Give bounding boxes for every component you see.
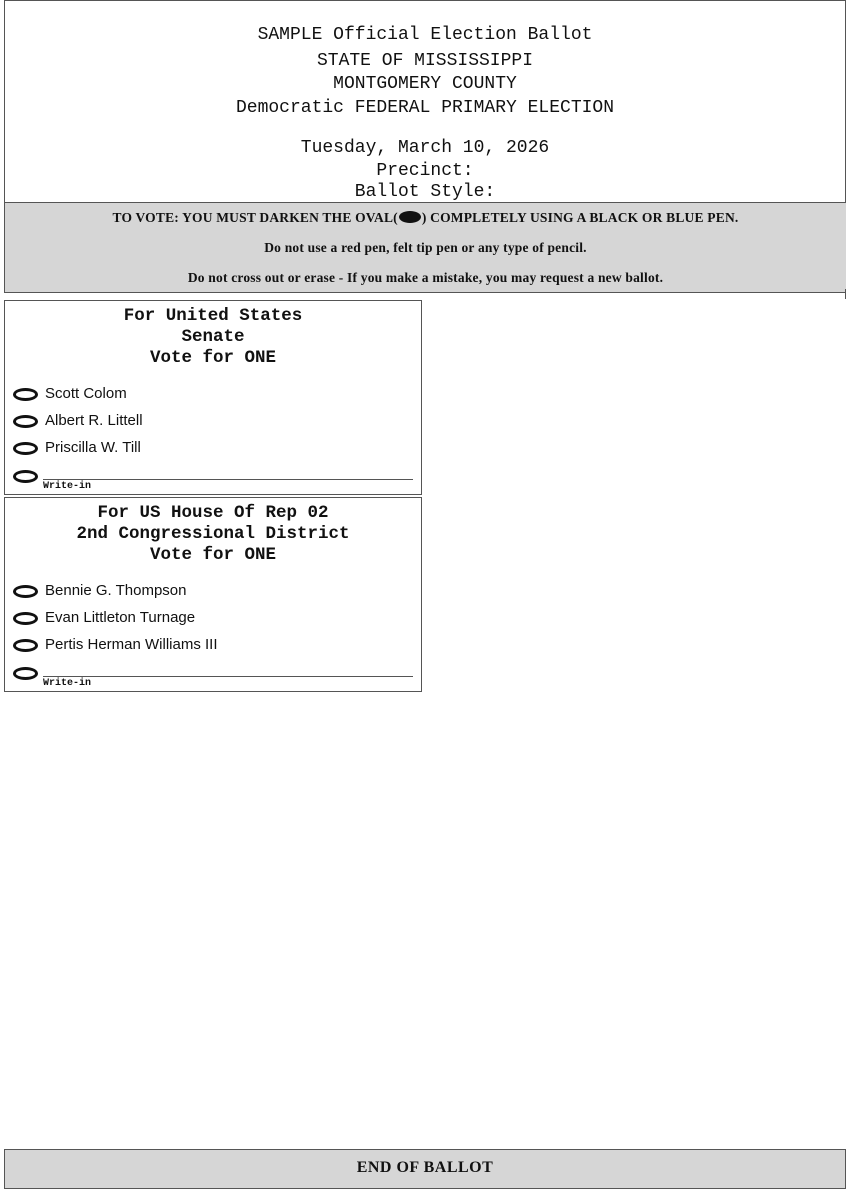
contest-title: For US House Of Rep 02 xyxy=(97,503,329,523)
write-in-label: Write-in xyxy=(43,481,92,492)
vote-oval[interactable] xyxy=(13,667,38,680)
end-of-ballot-bar xyxy=(4,1149,846,1189)
candidate-name: Evan Littleton Turnage xyxy=(45,609,196,626)
contest-title: For United States xyxy=(123,306,303,326)
ballot-title: SAMPLE Official Election Ballot xyxy=(257,25,593,45)
county-name: MONTGOMERY COUNTY xyxy=(333,74,517,94)
write-in-line[interactable] xyxy=(43,479,413,480)
candidate-name: Priscilla W. Till xyxy=(45,439,141,456)
precinct-label: Precinct: xyxy=(376,161,474,181)
vote-oval[interactable] xyxy=(13,612,38,625)
election-date: Tuesday, March 10, 2026 xyxy=(300,138,550,158)
candidate-name: Pertis Herman Williams III xyxy=(45,636,218,653)
contest-us-senate xyxy=(4,300,422,495)
instruction-line-1: TO VOTE: YOU MUST DARKEN THE OVAL( ) COMPLETELY USING A BLACK OR BLUE PEN. xyxy=(112,210,739,225)
contest-us-house xyxy=(4,497,422,692)
filled-oval-icon xyxy=(399,211,421,223)
contest-subtitle: 2nd Congressional District xyxy=(76,524,350,544)
vote-oval[interactable] xyxy=(13,470,38,483)
end-of-ballot-text: END OF BALLOT xyxy=(356,1159,494,1176)
election-name: Democratic FEDERAL PRIMARY ELECTION xyxy=(235,98,615,118)
candidate-name: Scott Colom xyxy=(45,385,127,402)
instruction-line-3: Do not cross out or erase - If you make a mistake, you may request a new ballot. xyxy=(187,270,664,285)
vote-oval[interactable] xyxy=(13,415,38,428)
vote-oval[interactable] xyxy=(13,388,38,401)
vote-oval[interactable] xyxy=(13,442,38,455)
ballot-header xyxy=(4,0,846,202)
candidate-name: Bennie G. Thompson xyxy=(45,582,187,599)
vote-for-instruction: Vote for ONE xyxy=(149,348,277,368)
write-in-line[interactable] xyxy=(43,676,413,677)
divider xyxy=(845,289,846,299)
instruction-line-2: Do not use a red pen, felt tip pen or any type of pencil. xyxy=(264,240,587,255)
vote-oval[interactable] xyxy=(13,639,38,652)
voting-instructions xyxy=(4,202,846,293)
vote-oval[interactable] xyxy=(13,585,38,598)
contest-subtitle: Senate xyxy=(181,327,245,347)
vote-for-instruction: Vote for ONE xyxy=(149,545,277,565)
candidate-name: Albert R. Littell xyxy=(45,412,143,429)
write-in-label: Write-in xyxy=(43,678,92,689)
state-name: STATE OF MISSISSIPPI xyxy=(316,51,534,71)
ballot-style-label: Ballot Style: xyxy=(354,182,496,202)
